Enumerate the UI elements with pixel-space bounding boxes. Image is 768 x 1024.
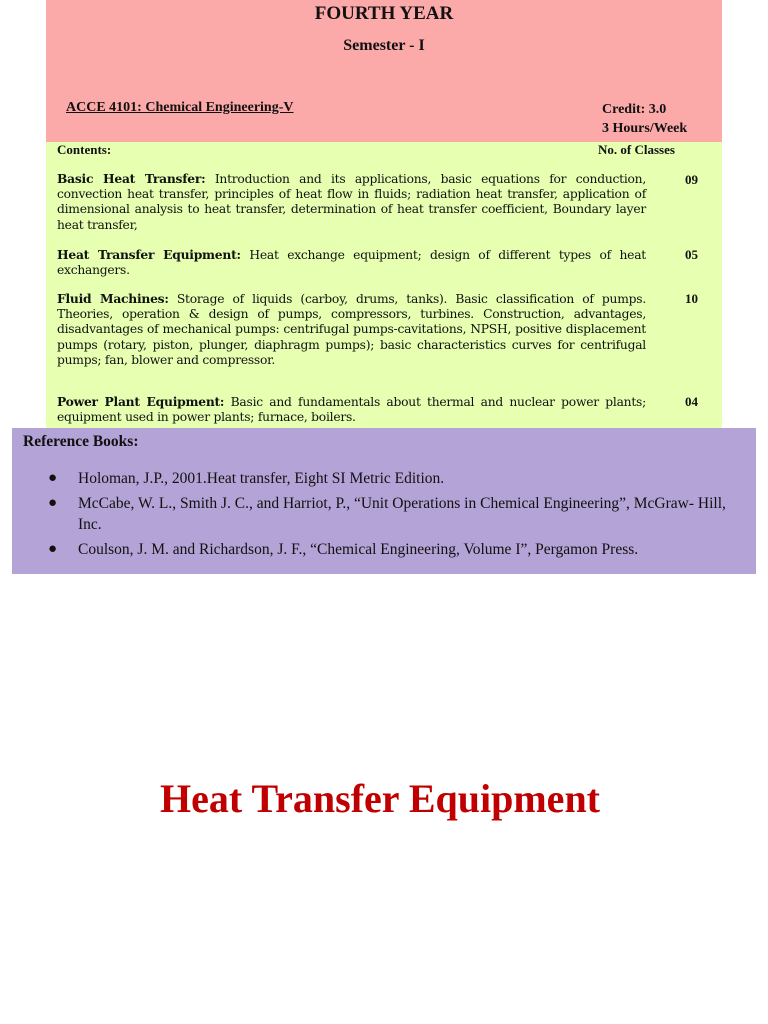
topic-heat-transfer-equipment: [57, 247, 646, 278]
topic-classes: 04: [685, 394, 698, 409]
topic-classes: 05: [685, 247, 698, 262]
course-header-panel: [46, 0, 722, 142]
reference-text: Holoman, J.P., 2001.Heat transfer, Eight SI Metric Edition.: [78, 470, 445, 487]
topic-fluid-machines: [57, 291, 646, 368]
bullet-icon: ●: [48, 470, 58, 486]
topic-text: Basic and fundamentals about thermal and nuclear power plants; equipment used in power plants; furnace, boilers.: [57, 395, 646, 425]
topic-title: Heat Transfer Equipment:: [57, 247, 241, 262]
topic-title: Power Plant Equipment:: [57, 394, 225, 409]
year-heading: FOURTH YEAR: [314, 3, 454, 24]
topic-text: Storage of liquids (carboy, drums, tanks). Basic classification of pumps. Theories, operation & design of pumps, compressors, turbines. Construction, advantages, disadvantages of mechanical pumps: centrifugal pumps-cavitations, NPSH, positive displacement pumps (rotary, piston, plunger, diaphragm pumps); basic characteristics curves for centrifugal pumps; fan, blower and compressor.: [57, 292, 646, 367]
reference-text: McCabe, W. L., Smith J. C., and Harriot, P., “Unit Operations in Chemical Engineering”, McGraw- Hill, Inc.: [78, 495, 726, 533]
reference-item: [32, 493, 752, 535]
topic-title: Basic Heat Transfer:: [57, 171, 206, 186]
reference-books-heading: Reference Books:: [23, 433, 139, 450]
reference-books-panel: [12, 428, 756, 574]
topic-classes: 10: [685, 291, 698, 306]
semester-heading: Semester - I: [343, 37, 425, 54]
reference-item: [32, 539, 752, 560]
topic-title: Fluid Machines:: [57, 291, 169, 306]
reference-text: Coulson, J. M. and Richardson, J. F., “Chemical Engineering, Volume I”, Pergamon Press.: [78, 541, 639, 558]
bullet-icon: ●: [48, 541, 58, 557]
topic-power-plant-equipment: [57, 394, 646, 425]
classes-column-heading: No. of Classes: [598, 142, 675, 157]
bullet-icon: ●: [48, 495, 58, 511]
slide-title: Heat Transfer Equipment: [159, 776, 601, 821]
credit-value: Credit: 3.0: [602, 102, 667, 117]
topic-classes: 09: [685, 172, 698, 187]
reference-list: [32, 468, 752, 564]
contents-heading: Contents:: [57, 142, 112, 157]
reference-item: [32, 468, 752, 489]
contents-panel: [46, 142, 722, 428]
course-code-title: ACCE 4101: Chemical Engineering-V: [66, 100, 294, 115]
topic-text: Heat exchange equipment; design of different types of heat exchangers.: [57, 248, 646, 278]
topic-basic-heat-transfer: [57, 171, 646, 233]
credit-info: [602, 100, 687, 138]
topic-text: Introduction and its applications, basic equations for conduction, convection heat transfer, principles of heat flow in fluids; radiation heat transfer, application of dimensional analysis to heat transfer, determination of heat transfer coefficient, Boundary layer heat transfer,: [57, 172, 646, 232]
hours-per-week: 3 Hours/Week: [602, 121, 688, 136]
